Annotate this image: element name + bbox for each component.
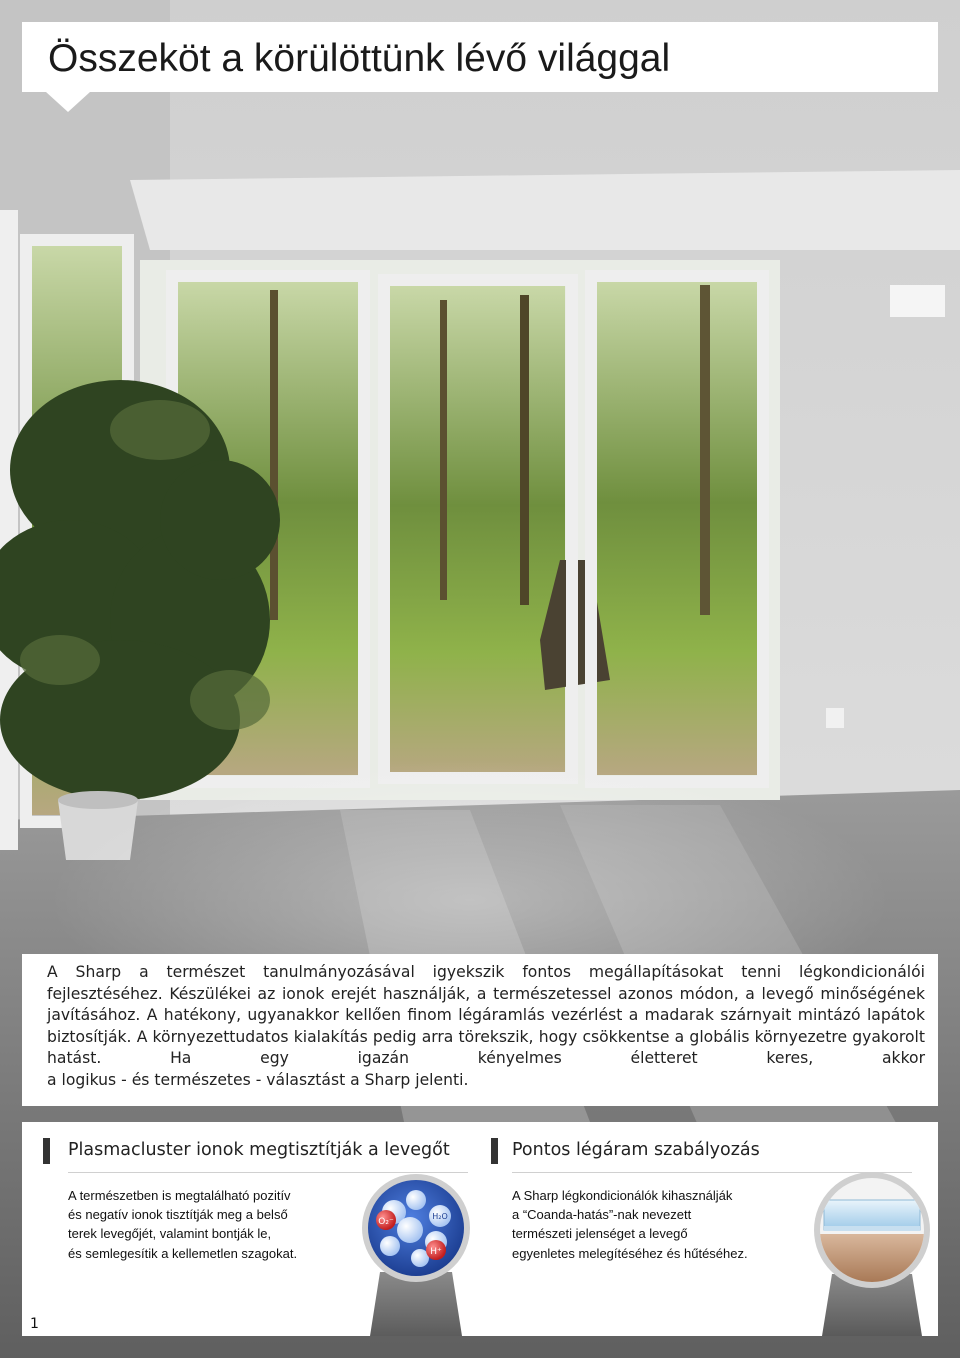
feature-line: egyenletes melegítéséhez és hűtéséhez. bbox=[512, 1245, 748, 1261]
ion-label-h: H⁺ bbox=[430, 1247, 442, 1257]
feature-title: Plasmacluster ionok megtisztítják a levegőt bbox=[68, 1140, 450, 1160]
feature-line: A Sharp légkondicionálók kihasználják bbox=[512, 1188, 733, 1203]
page-title: Összeköt a körülöttünk lévő világgal bbox=[48, 37, 671, 80]
page-number: 1 bbox=[30, 1316, 39, 1332]
plasmacluster-ion-icon bbox=[360, 1172, 472, 1336]
feature-line: A természetben is megtalálható pozitív bbox=[68, 1188, 291, 1203]
ion-label-o2: O₂⁻ bbox=[378, 1217, 394, 1227]
feature-description bbox=[512, 1186, 802, 1263]
feature-line: a “Coanda-hatás”-nak nevezett bbox=[512, 1207, 692, 1223]
intro-text: A Sharp a természet tanulmányozásával igyekszik fontos megállapításokat tenni légkondicionálói fejlesztéséhez. Készülékei az ionok erejét használják, a természetessel azonos módon, a levegő minőségének javításához. A hatékony, ugyanakkor kellően finom légáramlás vezérlést a madarak szárnyait mintázó lapátok biztosítják. A környezettudatos kialakítás pedig arra törekszik, hogy csökkentse a globális környezetre gyakorolt hatást. Ha egy igazán kényelmes életteret keres, akkor bbox=[47, 963, 925, 1067]
feature-accent-bar bbox=[43, 1138, 50, 1164]
feature-line: terek levegőjét, valamint bontják le, bbox=[68, 1226, 272, 1242]
intro-panel bbox=[22, 954, 938, 1106]
feature-line: természeti jelenséget a levegő bbox=[512, 1226, 688, 1242]
features-panel bbox=[22, 1122, 938, 1336]
intro-paragraph bbox=[47, 962, 925, 1091]
feature-line: és negatív ionok tisztítják meg a belső bbox=[68, 1207, 288, 1223]
airflow-unit-icon bbox=[810, 1170, 934, 1336]
ion-label-h2o: H₂O bbox=[432, 1212, 448, 1221]
feature-plasmacluster bbox=[22, 1122, 482, 1336]
feature-description bbox=[68, 1186, 348, 1263]
feature-airflow bbox=[480, 1122, 938, 1336]
feature-title: Pontos légáram szabályozás bbox=[512, 1140, 760, 1160]
feature-line: és semlegesítik a kellemetlen szagokat. bbox=[68, 1245, 298, 1261]
intro-last-line: a logikus - és természetes - választást a Sharp jelenti. bbox=[47, 1070, 469, 1089]
title-banner bbox=[22, 22, 938, 92]
title-pointer bbox=[46, 92, 90, 112]
feature-accent-bar bbox=[491, 1138, 498, 1164]
